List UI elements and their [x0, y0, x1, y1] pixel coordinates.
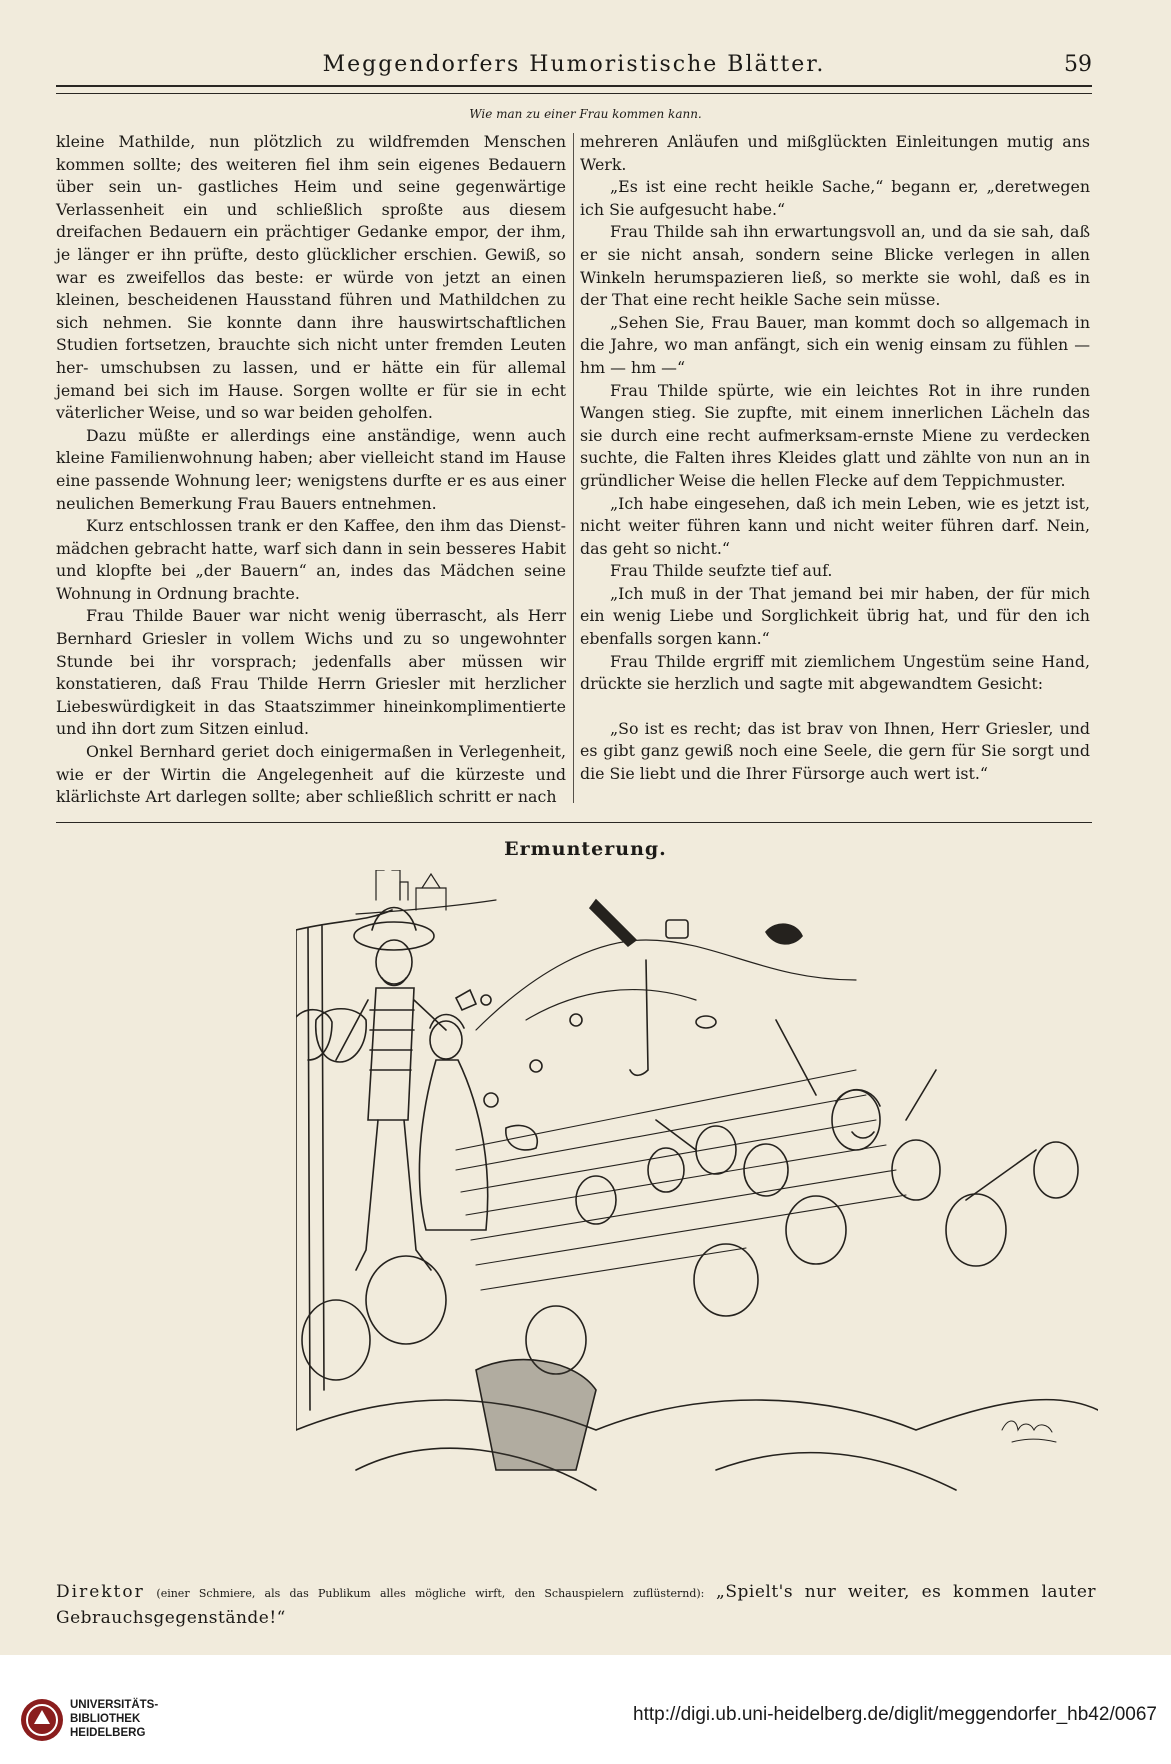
- paragraph: mehreren Anläufen und mißglückten Einleitungen mutig ans Werk.: [580, 132, 1090, 174]
- paragraph: Onkel Bernhard geriet doch einigermaßen in Verlegenheit, wie er der Wirtin die Angelegenheit auf die kürzeste und klärlichste Art darlegen sollte; aber schließlich schritt er nach: [56, 742, 566, 807]
- paragraph: „Ich habe eingesehen, daß ich mein Leben, wie es jetzt ist, nicht weiter führen kann und nicht weiter führen darf. Nein, das geht so nicht.“: [580, 493, 1090, 558]
- artist-signature: [1002, 1421, 1056, 1442]
- caption-speaker: Direktor: [56, 1582, 145, 1602]
- stage-floor: [456, 1070, 906, 1290]
- library-name: [70, 1698, 158, 1740]
- paragraph: Dazu müßte er allerdings eine anständige, wenn auch kleine Familienwohnung haben; aber vielleicht stand im Hause eine passende Wohnung leer; wenigstens durfte er es aus einer neulichen Bemerkung Frau Bauers entnehmen.: [56, 425, 566, 513]
- paragraph: „Es ist eine recht heikle Sache,“ begann er, „deretwegen ich Sie aufgesucht habe.“: [580, 177, 1090, 219]
- paragraph: „Sehen Sie, Frau Bauer, man kommt doch so allgemach in die Jahre, wo man anfängt, sich ein wenig einsam zu fühlen — hm — hm —“: [580, 312, 1090, 377]
- castle-backdrop: [356, 870, 496, 914]
- paragraph: Frau Thilde spürte, wie ein leichtes Rot in ihre runden Wangen stieg. Sie zupfte, mit einem innerlichen Lächeln das sie durch eine recht aufmerksam-ernste Miene zu verdecken suchte, die Falten ihres Kleides glatt und zählte von nun an in gründlicher Weise die hellen Flecke auf dem Teppichmuster.: [580, 380, 1090, 490]
- digitization-footer: [0, 1690, 1171, 1764]
- audience-crowd: [296, 1020, 1098, 1490]
- magazine-title: Meggendorfers Humoristische Blätter.: [322, 52, 826, 77]
- paragraph: Frau Thilde ergriff mit ziemlichem Ungestüm seine Hand, drückte sie herzlich und sagte mit abgewandtem Gesicht:: [580, 651, 1090, 694]
- section-rule: [56, 822, 1092, 823]
- page-header: [56, 50, 1092, 84]
- caption-quote: „Spielt's nur weiter, es kommen lauter Gebrauchsgegenstände!“: [56, 1582, 1097, 1628]
- paragraph: „Ich muß in der That jemand bei mir haben, der für mich ein wenig Liebe und Sorglichkeit übrig hat, und für den ich ebenfalls sorgen kann.“: [580, 583, 1090, 649]
- library-name-line: BIBLIOTHEK: [70, 1713, 141, 1725]
- header-rule: [56, 85, 1092, 94]
- text-column-right: [580, 131, 1090, 786]
- caption-stage-direction: (einer Schmiere, als das Publikum alles mögliche wirft, den Schauspielern zuflüsternd):: [156, 1587, 705, 1600]
- page-number: 59: [1064, 52, 1092, 77]
- paragraph: Frau Thilde Bauer war nicht wenig überrascht, als Herr Bernhard Griesler in vollem Wichs und zu so ungewohnter Stunde bei ihr vorsprach; jedenfalls aber müssen wir konstatieren, daß Frau Thilde Herrn Griesler mit herzlicher Liebeswürdigkeit in das Staatszimmer hineinkomplimentierte und ihn dort zum Sitzen einlud.: [56, 606, 566, 739]
- library-name-line: HEIDELBERG: [70, 1727, 146, 1739]
- cartoon-illustration: [296, 870, 1098, 1570]
- paragraph: kleine Mathilde, nun plötzlich zu wildfremden Menschen kommen sollte; des weiteren fiel ihm sein eigenes Bedauern über sein un- gastliches Heim und seine gegenwärtige Verlassenheit ein und schließlich sproßte aus diesem dreifachen Bedauern ein prächtiger Gedanke empor, der ihm, je länger er ihn prüfte, desto glücklicher erschien. Gewiß, so war es zweifellos das beste: er würde von jetzt an einen kleinen, bescheidenen Hausstand führen und Mathildchen zu sich nehmen. Sie konnte dann ihre hauswirtschaftlichen Studien fortsetzen, brauchte sich nicht unter fremden Leuten her- umschubsen zu lassen, und er hätte ein für allemal jemand bei sich im Hause. Sorgen wollte er für sie in echt väterlicher Weise, und so war beiden geholfen.: [56, 132, 566, 423]
- cartoon-caption: [56, 1580, 1096, 1630]
- library-name-line: UNIVERSITÄTS-: [70, 1699, 159, 1711]
- university-seal-icon: [18, 1696, 66, 1744]
- paragraph: Kurz entschlossen trank er den Kaffee, den ihm das Dienst- mädchen gebracht hatte, warf sich dann in sein besseres Habit und klopfte bei „der Bauern“ an, indes das Mädchen seine Wohnung in Ordnung brachte.: [56, 516, 566, 603]
- paragraph: „So ist es recht; das ist brav von Ihnen, Herr Griesler, und es gibt ganz gewiß noch eine Seele, die gern für Sie sorgt und die Sie liebt und die Ihrer Fürsorge auch wert ist.“: [580, 718, 1090, 784]
- story-title: Wie man zu einer Frau kommen kann.: [469, 107, 702, 121]
- column-divider: [573, 133, 574, 803]
- source-url-link[interactable]: http://digi.ub.uni-heidelberg.de/diglit/meggendorfer_hb42/0067: [633, 1704, 1157, 1725]
- paragraph: Frau Thilde sah ihn erwartungsvoll an, und da sie sah, daß er sie nicht ansah, sondern seine Blicke verlegen in allen Winkeln herumspazieren ließ, so merkte sie wohl, daß es in der That eine recht heikle Sache sein müsse.: [580, 222, 1090, 310]
- thrown-objects: [456, 900, 802, 1150]
- cartoon-title: Ermunterung.: [504, 838, 667, 860]
- actress-figure: [419, 1015, 487, 1231]
- mountains-backdrop: [476, 940, 856, 1030]
- text-column-left: [56, 131, 566, 809]
- paragraph: Frau Thilde seufzte tief auf.: [610, 561, 833, 581]
